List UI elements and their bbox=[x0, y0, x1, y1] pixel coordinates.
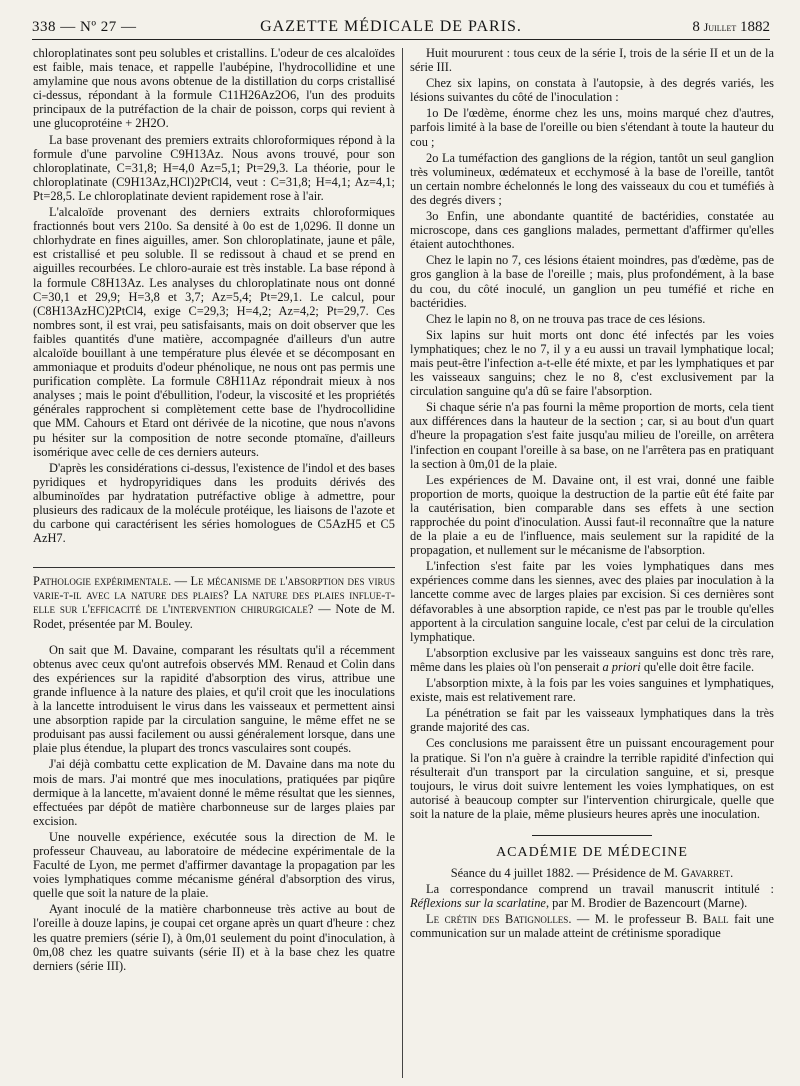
paragraph: Six lapins sur huit morts ont donc été infectés par les voies lymphatiques; chez le no 7, il y a eu aussi un travail lymphatique local; mais peut-être l'infection a-t-elle été mixte, et par les lymphatiques et par les vaisseaux sanguins; chez le no 8, c'est exclusivement par la circulation sanguine qu'a dû se faire l'absorption. bbox=[410, 327, 774, 399]
paragraph: Chez le lapin no 8, on ne trouva pas trace de ces lésions. bbox=[426, 311, 706, 326]
section-title: ACADÉMIE DE MÉDECINE bbox=[496, 844, 688, 860]
article-heading: Pathologie expérimentale. — Le mécanisme de l'absorption des virus varie-t-il avec la nature des plaies? La nature des plaies influe-t-elle sur l'efficacité de l'intervention chirurgicale? — Note de M. Rodet, présentée par M. Bouley. bbox=[33, 567, 395, 630]
paragraph: La base provenant des premiers extraits chloroformiques répond à la formule d'une parvoline C9H13Az. Nous avons trouvé, pour son chloroplatinate, C=31,8; H=4,0 Az=5,1; Pt=29,3. La théorie, pour le chloroplatinate (C9H13Az,HCl)2PtCl4, veut : C=31,8; H=4,1; Az=4,1; Pt=28,5. Le chloroplatinate devient rapidement rose à l'air. bbox=[33, 132, 395, 203]
paragraph: chloroplatinates sont peu solubles et cristallins. L'odeur de ces alcaloïdes est faible, mais tenace, et rappelle l'aubépine, l'hydrocollidine et une amylamine que nous avons obtenue de la distillation du corps cristallisé ci-dessus, répondant à la formule C11H26Az2O6, l'un des produits principaux de la putréfaction de la chair de poisson, corps qui revient à une glucoprotéine + 2H2O. bbox=[33, 46, 395, 131]
paragraph: Une nouvelle expérience, exécutée sous la direction de M. le professeur Chauveau, au laboratoire de médecine expérimentale de la Faculté de Lyon, me permet d'affirmer davantage la propagation par les voies lymphatiques comme mécanisme général d'absorption des virus, quelle que soit la nature de la plaie. bbox=[33, 829, 395, 901]
paragraph: Chez six lapins, on constata à l'autopsie, à des degrés variés, les lésions suivantes du côté de l'inoculation : bbox=[410, 76, 774, 105]
right-column bbox=[410, 46, 774, 1086]
paragraph: Les expériences de M. Davaine ont, il est vrai, donné une faible proportion de morts, quoique la destruction de la partie eût été faite par la cautérisation, bien comparable dans ses effets à une section rapprochée du point d'inoculation. Aussi faut-il reconnaître que la nature de la plaie a eu de l'influence, mais seulement sur la rapidité de la propagation, et nullement sur le mécanisme de l'absorption. bbox=[410, 472, 774, 558]
journal-title: GAZETTE MÉDICALE DE PARIS. bbox=[260, 18, 522, 35]
paragraph: 1o De l'œdème, énorme chez les uns, moins marqué chez d'autres, parfois limité à la base de l'oreille ou bien s'étendant à toute la hauteur du cou ; bbox=[410, 106, 774, 149]
paragraph: L'infection s'est faite par les voies lymphatiques dans mes expériences comme dans les siennes, avec des plaies par inoculation à la lancette comme avec de larges plaies par excision. Si ces dernières sont défavorables à une absorption rapide, ce n'est pas par le trouble qu'elles apportent à la circulation sanguine locale, c'est par celui de la circulation lymphatique. bbox=[410, 559, 774, 644]
column-divider bbox=[402, 48, 403, 1078]
paragraph: Ayant inoculé de la matière charbonneuse très active au bout de l'oreille à douze lapins, je coupai cet organe après un quart d'heure : chez les quatre premiers (série I), à 0m,01 seulement du point d'inoculation, à 0m,08 chez les quatre suivants (série II) et à la base chez les quatre derniers (série III). bbox=[33, 902, 395, 973]
page-header bbox=[32, 14, 770, 40]
paragraph: Si chaque série n'a pas fourni la même proportion de morts, cela tient aux différences dans la hauteur de la section ; car, si au bout d'un quart d'heure la propagation s'est faite jusqu'au milieu de l'oreille, on arrêtera l'infection en coupant l'oreille à sa base, on ne l'arrêtera pas en pratiquant la section à 0m,01 de la plaie. bbox=[410, 400, 774, 471]
section-rule bbox=[532, 835, 652, 836]
paragraph: Huit moururent : tous ceux de la série I, trois de la série II et un de la série III. bbox=[410, 46, 774, 75]
paragraph: L'absorption mixte, à la fois par les voies sanguines et lymphatiques, existe, mais est relativement rare. bbox=[410, 676, 774, 705]
paragraph: L'absorption exclusive par les vaisseaux sanguins est donc très rare, même dans les plaies où l'on penserait a priori qu'elle doit être facile. bbox=[410, 645, 774, 674]
paragraph: 3o Enfin, une abondante quantité de bactéridies, constatée au microscope, dans ces ganglions malades, permettant d'affirmer qu'elles étaient autochthones. bbox=[410, 209, 774, 252]
page-number: 338 — Nº 27 — bbox=[32, 19, 137, 35]
paragraph: Le crétin des Batignolles. — M. le professeur B. Ball fait une communication sur un malade atteint de crétinisme sporadique bbox=[410, 912, 774, 941]
paragraph: Chez le lapin no 7, ces lésions étaient moindres, pas d'œdème, pas de gros ganglion à la base de l'oreille ; mais, plus profondément, à la base du cou, du côté inoculé, un ganglion un peu tuméfié et riche en bactéridies. bbox=[410, 253, 774, 310]
issue-date: 8 Juillet 1882 bbox=[692, 19, 770, 35]
paragraph: D'après les considérations ci-dessus, l'existence de l'indol et des bases pyridiques et hydropyridiques dans les produits dérivés des albuminoïdes par hydratation putréfactive oblige à admettre, pour plusieurs des radicaux de la molécule protéique, les liaisons de l'azote et du carbone qui caractérisent les séries homologues de C5AzH5 et C5 AzH7. bbox=[33, 460, 395, 546]
paragraph: L'alcaloïde provenant des derniers extraits chloroformiques fractionnés bout vers 210o. Sa densité à 0o est de 1,0296. Il donne un chlorhydrate en fines aiguilles, amer. Son chloroplatinate, jaune et pâle, est cristallisé et peu soluble. Il se redissout à chaud et se prend en aiguilles recourbées. Le chloro-auraie est très instable. La base répond à la formule C8H13Az. Les analyses du chloroplatinate nous ont donné C=30,1 et 29,9; H=3,8 et 3,7; Az=5,4; Pt=29,1. Le calcul, pour (C8H13AzHC)2PtCl4, exige C=29,3; H=4,2; Az=4,2; Pt=29,7. Ces nombres sont, il est vrai, peu satisfaisants, mais on doit observer que les faibles quantités d'une matière, accompagnée d'ailleurs d'un autre alcaloïde bouillant à une température plus élevée et se décomposant en ammoniaque et produits d'odeur phénolique, ne nous ont pas permis une purification complète. La formule C8H11Az répondrait mieux à nos analyses ; mais le point d'ébullition, l'odeur, la viscosité et les propriétés générales rapprochent si complètement cette base de l'hydrocollidine que MM. Cahours et Etard ont dérivée de la nicotine, que nous n'avons pu hésiter sur la composition de notre seconde ptomaïne, d'ailleurs isomérique avec celle de ces derniers auteurs. bbox=[33, 205, 395, 459]
paragraph: La pénétration se fait par les vaisseaux lymphatiques dans la très grande majorité des cas. bbox=[410, 706, 774, 735]
paragraph: 2o La tuméfaction des ganglions de la région, tantôt un seul ganglion très volumineux, œdémateux et ecchymosé à la base de l'oreille, tantôt un certain nombre échelonnés le long des vaisseaux du cou et tuméfiés à des degrés divers ; bbox=[410, 150, 774, 207]
paragraph: On sait que M. Davaine, comparant les résultats qu'il a récemment obtenus avec ceux qu'ont autrefois observés MM. Renaud et Colin dans des expériences sur la rapidité d'absorption des virus, attribue une grande influence à la nature des plaies, et qu'il croit que les inoculations à la lancette introduisent le virus dans les vaisseaux et permettent ainsi une absorption rapide par la circulation sanguine, le même effet ne se produisant pas aussi facilement ou aussi généralement lorsque, dans une plaie plus étendue, la plupart des troncs vasculaires sont coupés. bbox=[33, 642, 395, 756]
left-column bbox=[33, 46, 395, 1086]
session-line: Séance du 4 juillet 1882. — Présidence de M. Gavarret. bbox=[450, 866, 734, 881]
paragraph: J'ai déjà combattu cette explication de M. Davaine dans ma note du mois de mars. J'ai montré que mes inoculations, pratiquées par piqûre dermique à la lancette, m'avaient donné le même résultat que les siennes, effectuées par dépôt de matière charbonneuse sur de larges plaies par excision. bbox=[33, 757, 395, 828]
paragraph: Ces conclusions me paraissent être un puissant encouragement pour la pratique. Si l'on n'a guère à craindre la terrible rapidité d'infection qui résulterait d'un transport par la circulation sanguine, et si, presque toujours, le virus doit suivre lentement les voies lymphatiques, on est autorisé à beaucoup compter sur l'intervention chirurgicale, quelle que soit la nature de la plaie, même plusieurs heures après une inoculation. bbox=[410, 736, 774, 821]
paragraph: La correspondance comprend un travail manuscrit intitulé : Réflexions sur la scarlatine, par M. Brodier de Bazencourt (Marne). bbox=[410, 882, 774, 911]
